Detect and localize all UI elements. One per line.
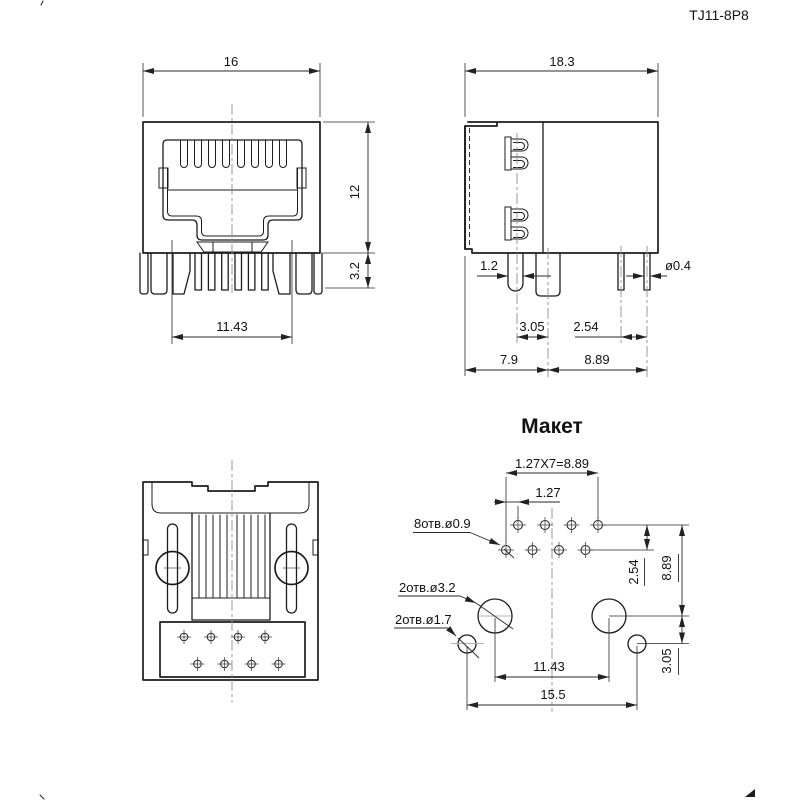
layout-row-span-dim: 1.27X7=8.89 xyxy=(514,456,590,471)
side-front-depth-dim: 7.9 xyxy=(499,352,519,367)
side-pin-dia-dim: ø0.4 xyxy=(664,258,692,273)
layout-row-to-peg-dim: 8.89 xyxy=(659,555,674,581)
side-depth-dim: 18.3 xyxy=(549,54,575,69)
front-view xyxy=(140,54,375,344)
front-body xyxy=(143,122,320,253)
side-latch-width-dim: 1.2 xyxy=(479,258,499,273)
layout-title: Макет xyxy=(521,415,583,438)
side-pins xyxy=(508,253,650,296)
front-pin-span-dim: 11.43 xyxy=(216,319,248,334)
front-socket-inner xyxy=(168,168,298,236)
bottom-contact-ribs xyxy=(192,513,270,620)
side-latch-cutout-lower xyxy=(505,207,528,240)
side-rear-depth-dim: 8.89 xyxy=(584,352,610,367)
bottom-body xyxy=(143,482,318,680)
layout-dimensions xyxy=(394,456,689,710)
bottom-top-band xyxy=(152,482,309,513)
side-latch-cutout-upper xyxy=(505,137,528,170)
part-number: TJ11-8P8 xyxy=(689,7,749,23)
layout-peg-holes-label: 2отв.ø3.2 xyxy=(399,580,456,595)
bottom-pin-holes xyxy=(177,630,286,671)
front-dimensions xyxy=(143,54,375,344)
side-latch-to-peg-dim: 3.05 xyxy=(519,319,545,334)
layout-view xyxy=(394,415,689,712)
front-contact-teeth xyxy=(181,140,287,168)
side-pin-pitch-dim: 2.54 xyxy=(573,319,599,334)
front-pin-length-dim: 3.2 xyxy=(347,261,362,281)
corner-triangle xyxy=(745,789,755,797)
layout-col-pitch-dim: 1.27 xyxy=(535,485,561,500)
front-height-dim: 12 xyxy=(347,184,362,200)
side-view xyxy=(465,54,691,377)
front-pins xyxy=(140,253,322,294)
layout-peg-to-lock-dim: 3.05 xyxy=(659,648,674,674)
layout-lock-holes-label: 2отв.ø1.7 xyxy=(395,612,452,627)
bottom-view xyxy=(143,460,318,702)
layout-peg-span-dim: 11.43 xyxy=(533,659,565,674)
bottom-pin-block xyxy=(160,622,305,677)
side-dimensions xyxy=(465,54,691,376)
layout-contact-holes-label: 8отв.ø0.9 xyxy=(414,516,471,531)
layout-row-gap-dim: 2.54 xyxy=(626,559,641,585)
layout-lock-span-dim: 15.5 xyxy=(540,687,566,702)
front-bottom-tab xyxy=(197,242,268,252)
side-body xyxy=(465,122,658,253)
front-width-dim: 16 xyxy=(223,54,239,69)
side-latch-leg xyxy=(508,253,523,291)
